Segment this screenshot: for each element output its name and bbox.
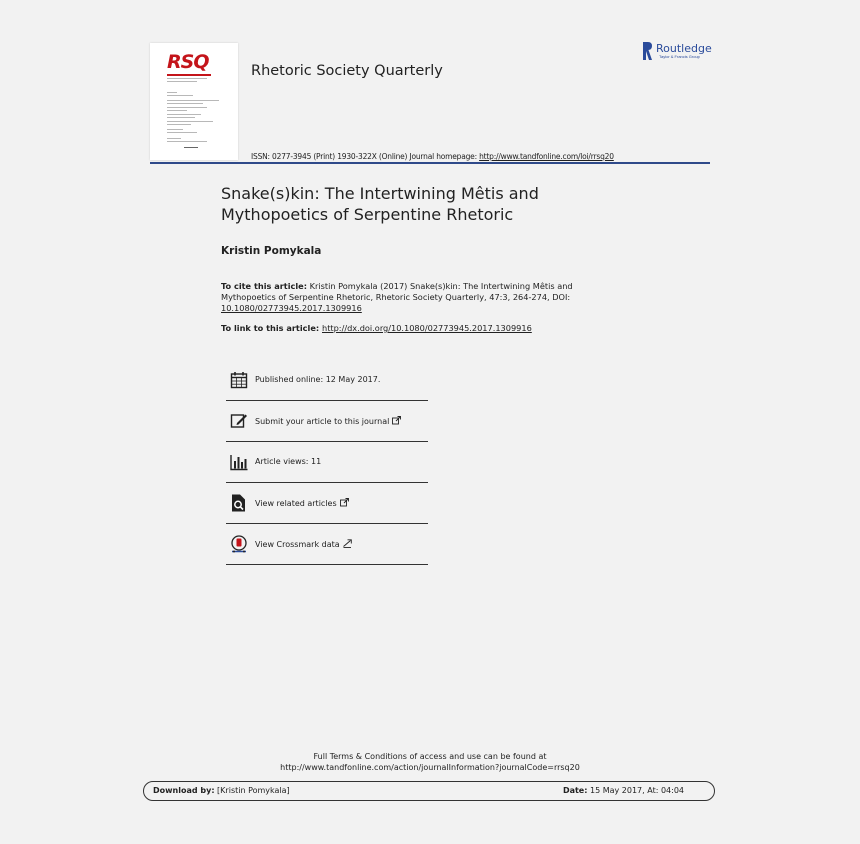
cover-publisher-mark (184, 147, 198, 148)
journal-homepage-link[interactable]: http://www.tandfonline.com/loi/rrsq20 (479, 152, 614, 161)
cover-line (167, 132, 197, 133)
submit-article-link[interactable] (226, 401, 428, 442)
rsq-logo: RSQ (167, 51, 209, 73)
submit-article-text: Submit your article to this journal (255, 417, 390, 426)
routledge-r-icon (641, 41, 653, 61)
cover-line (167, 103, 203, 104)
related-articles-text: View related articles (255, 499, 337, 508)
terms-notice (230, 751, 630, 773)
header-divider (150, 162, 710, 164)
cover-line (167, 107, 207, 108)
publisher-tagline: Taylor & Francis Group (659, 54, 700, 59)
issn-text: ISSN: 0277-3945 (Print) 1930-322X (Online) Journal homepage: (251, 152, 480, 161)
cover-line (167, 117, 195, 118)
crossmark-link[interactable] (226, 524, 428, 565)
external-link-icon (343, 539, 352, 548)
external-link-icon (340, 498, 349, 507)
bar-chart-icon (230, 453, 248, 471)
terms-line-1: Full Terms & Conditions of access and use can be found at (313, 752, 547, 761)
downloaded-value: [Kristin Pomykala] (214, 786, 290, 795)
submit-article-label (255, 416, 401, 426)
journal-cover-thumbnail (150, 43, 238, 160)
date-label: Date: (562, 786, 588, 795)
cover-line (167, 110, 187, 111)
article-title: Snake(s)kin: The Intertwining Mêtis and Mythopoetics of Serpentine Rhetoric (221, 184, 539, 224)
cover-line (167, 78, 207, 79)
citation-block (221, 281, 591, 314)
cover-line (167, 141, 207, 142)
edit-icon (230, 412, 248, 430)
calendar-icon (230, 371, 248, 389)
downloaded-label: Download by: (153, 786, 215, 795)
cover-rule (167, 74, 211, 76)
cover-line (167, 124, 191, 125)
download-date (563, 786, 684, 795)
publisher-name: Routledge (656, 42, 712, 55)
crossmark-text: View Crossmark data (255, 540, 340, 549)
downloaded-by (153, 786, 290, 795)
crossmark-icon (230, 535, 248, 553)
related-articles-link[interactable] (226, 483, 428, 524)
crossmark-label (255, 539, 352, 549)
article-doi-link[interactable]: http://dx.doi.org/10.1080/02773945.2017.1309916 (322, 323, 532, 333)
published-online-label: Published online: 12 May 2017. (255, 375, 381, 384)
cover-line (167, 138, 181, 139)
download-info-bar (143, 781, 715, 801)
journal-title: Rhetoric Society Quarterly (251, 63, 443, 79)
cite-doi-link[interactable]: 10.1080/02773945.2017.1309916 (221, 303, 362, 313)
terms-url[interactable]: http://www.tandfonline.com/action/journalInformation?journalCode=rrsq20 (280, 763, 580, 772)
cite-text: Kristin Pomykala (2017) Snake(s)kin: The Intertwining Mêtis and Mythopoetics of Serpentine Rhetoric, Rhetoric Society Quarterly, 47:3, 264-274, DOI: (221, 281, 573, 302)
cover-line (167, 121, 213, 122)
cover-line (167, 95, 193, 96)
cite-label: To cite this article: (221, 281, 307, 291)
date-value: 15 May 2017, At: 04:04 (587, 786, 684, 795)
article-actions (226, 360, 428, 565)
link-label: To link to this article: (221, 323, 322, 333)
routledge-logo[interactable] (641, 41, 713, 63)
document-search-icon (230, 494, 248, 512)
issn-line (251, 152, 614, 161)
cover-line (167, 129, 183, 130)
cover-line (167, 81, 197, 82)
cover-line (167, 114, 201, 115)
article-views-item (226, 442, 428, 483)
cover-line (167, 92, 177, 93)
article-author: Kristin Pomykala (221, 245, 322, 257)
published-online-item (226, 360, 428, 401)
external-link-icon (392, 416, 401, 425)
related-articles-label (255, 498, 349, 508)
article-views-label: Article views: 11 (255, 457, 322, 466)
article-link-block (221, 323, 621, 333)
cover-line (167, 100, 219, 101)
